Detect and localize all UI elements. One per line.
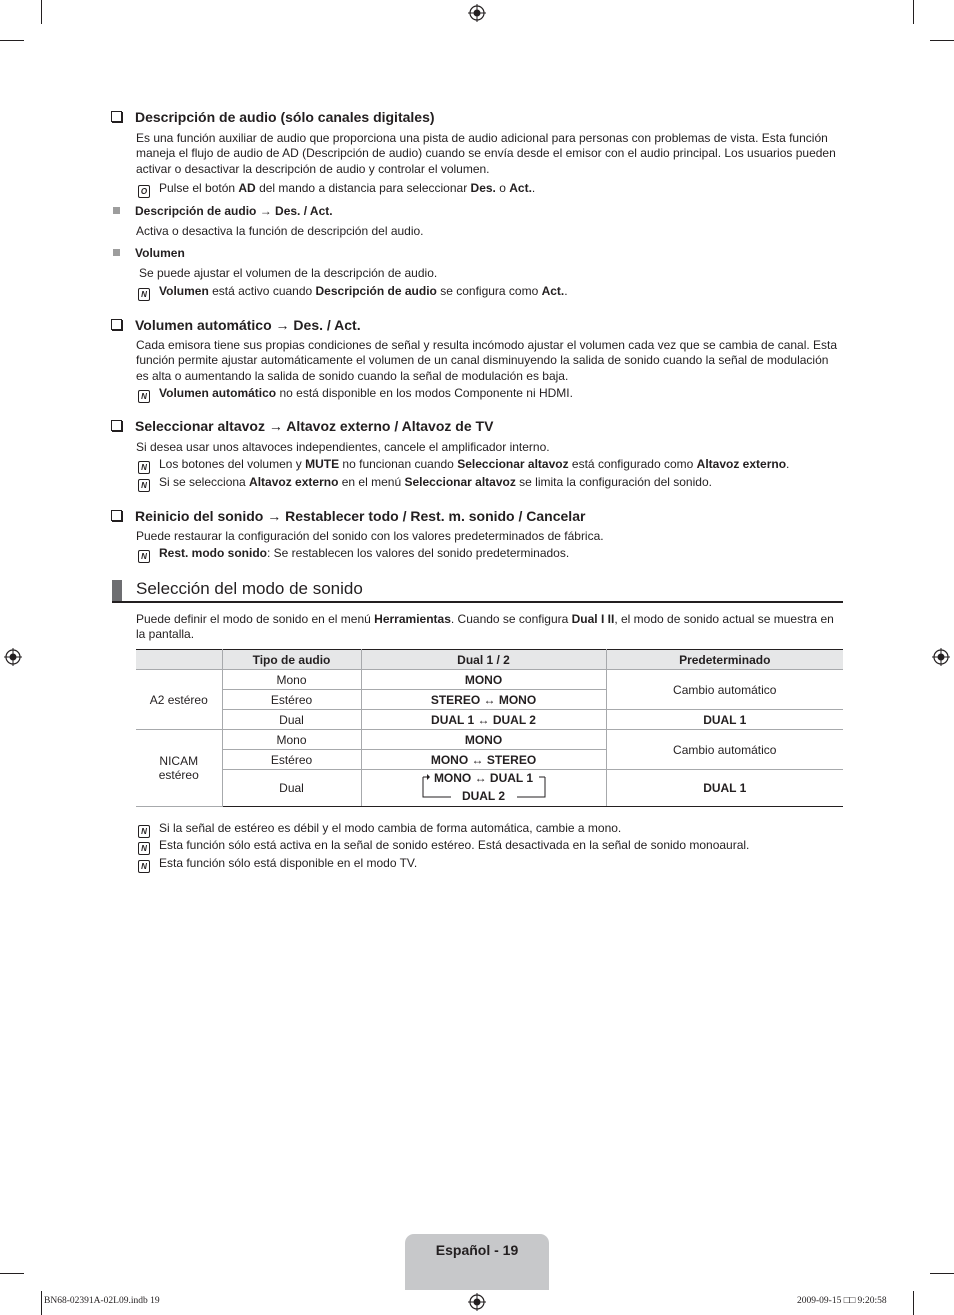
crop-mark xyxy=(930,40,954,41)
table-cell: MONO ↔ STEREO xyxy=(361,750,606,770)
press-button-icon: O xyxy=(138,185,150,198)
file-slug: BN68-02391A-02L09.indb 19 xyxy=(44,1296,160,1306)
note-icon: N xyxy=(138,479,150,492)
table-cell: A2 estéreo xyxy=(136,670,222,730)
table-cell: Cambio automático xyxy=(606,670,843,710)
note: N Volumen automático no está disponible en los modos Componente ni HDMI. xyxy=(138,386,573,403)
crop-mark xyxy=(41,0,42,24)
checkbox-bullet-icon xyxy=(111,319,122,330)
table-header-row xyxy=(136,650,843,670)
heading-bar xyxy=(112,580,122,602)
date-slug: 2009-09-15 □□ 9:20:58 xyxy=(797,1296,887,1306)
note: N Rest. modo sonido: Se restablecen los valores del sonido predeterminados. xyxy=(138,546,569,563)
table-cell: DUAL 1 ↔ DUAL 2 xyxy=(361,710,606,730)
crop-mark xyxy=(930,1273,954,1274)
crop-mark xyxy=(0,40,24,41)
note-icon: N xyxy=(138,842,150,855)
square-bullet-icon xyxy=(113,207,120,214)
table-cell: Dual xyxy=(222,770,361,807)
note: N Esta función sólo está disponible en el modo TV. xyxy=(138,856,417,873)
table-cell: Mono xyxy=(222,730,361,750)
section-heading-auto-volume: Volumen automático → Des. / Act. xyxy=(111,317,361,334)
table-cell xyxy=(361,770,606,807)
registration-mark-icon xyxy=(4,648,22,666)
checkbox-bullet-icon xyxy=(111,111,122,122)
paragraph: Activa o desactiva la función de descripción del audio. xyxy=(136,224,424,238)
table-cell: DUAL 1 xyxy=(606,770,843,807)
table-cell: Estéreo xyxy=(222,690,361,710)
crop-mark xyxy=(41,1291,42,1315)
table-header xyxy=(136,650,222,670)
note-icon: N xyxy=(138,390,150,403)
note: N Si se selecciona Altavoz externo en el menú Seleccionar altavoz se limita la configuración del sonido. xyxy=(138,475,712,492)
table-row xyxy=(136,670,843,690)
table-cell: MONO xyxy=(361,730,606,750)
heading-rule xyxy=(112,601,843,603)
crop-mark xyxy=(0,1273,24,1274)
note-icon: N xyxy=(138,860,150,873)
table-row xyxy=(136,770,843,807)
table-cell: Dual xyxy=(222,710,361,730)
note-icon: N xyxy=(138,461,150,474)
paragraph: Es una función auxiliar de audio que proporciona una pista de audio adicional para personas con problemas de vista. Esta función maneja el flujo de audio de AD (Descripción de audio) cuando se envía desde el emisor con el audio principal. Los usuarios pueden activar o desactivar la descripción de audio y controlar el volumen. xyxy=(136,131,836,176)
paragraph: Cada emisora tiene sus propias condiciones de señal y resulta incómodo ajustar el volumen cada vez que se cambia de canal. Esta función permite ajustar automáticamente el volumen de un canal disminuyendo la salida de sonido cuando la señal de modulación es alta o aumentando la salida de sonido cuando la señal de modulación es baja. xyxy=(136,338,838,383)
note: O Pulse el botón AD del mando a distancia para seleccionar Des. o Act.. xyxy=(138,181,535,198)
table-cell: Mono xyxy=(222,670,361,690)
crop-mark xyxy=(913,1291,914,1315)
subsection-heading: Volumen xyxy=(113,246,185,261)
registration-mark-icon xyxy=(468,4,486,22)
cycle-diagram: MONO ↔ DUAL 1 DUAL 2 xyxy=(421,771,547,803)
checkbox-bullet-icon xyxy=(111,510,122,521)
note: N Los botones del volumen y MUTE no funcionan cuando Seleccionar altavoz está configurado como Altavoz externo. xyxy=(138,457,789,474)
table-header: Dual 1 / 2 xyxy=(361,650,606,670)
table-cell: NICAM estéreo xyxy=(136,730,222,807)
registration-mark-icon xyxy=(932,648,950,666)
table-cell: Estéreo xyxy=(222,750,361,770)
paragraph: Puede definir el modo de sonido en el menú Herramientas. Cuando se configura Dual I II, el modo de sonido actual se muestra en la pantalla. xyxy=(136,612,834,642)
note-icon: N xyxy=(138,288,150,301)
table-header: Predeterminado xyxy=(606,650,843,670)
table-row xyxy=(136,730,843,750)
registration-mark-icon xyxy=(468,1293,486,1311)
table-cell: DUAL 1 xyxy=(606,710,843,730)
page-heading: Selección del modo de sonido xyxy=(136,579,363,598)
table-header: Tipo de audio xyxy=(222,650,361,670)
note: N Si la señal de estéreo es débil y el modo cambia de forma automática, cambie a mono. xyxy=(138,821,621,838)
page-number: Español - 19 xyxy=(435,1242,519,1258)
table-row xyxy=(136,710,843,730)
crop-mark xyxy=(913,0,914,24)
square-bullet-icon xyxy=(113,249,120,256)
table-cell: STEREO ↔ MONO xyxy=(361,690,606,710)
paragraph: Se puede ajustar el volumen de la descripción de audio. xyxy=(139,266,438,280)
section-heading-sound-reset: Reinicio del sonido → Restablecer todo / Rest. m. sonido / Cancelar xyxy=(111,508,585,525)
note: N Volumen está activo cuando Descripción de audio se configura como Act.. xyxy=(138,284,568,301)
paragraph: Si desea usar unos altavoces independientes, cancele el amplificador interno. xyxy=(136,440,550,454)
paragraph: Puede restaurar la configuración del sonido con los valores predeterminados de fábrica. xyxy=(136,529,604,543)
section-heading-audio-description: Descripción de audio (sólo canales digitales) xyxy=(111,109,435,126)
subsection-heading: Descripción de audio → Des. / Act. xyxy=(113,204,333,219)
sound-mode-table xyxy=(136,649,843,807)
table-cell: Cambio automático xyxy=(606,730,843,770)
note-icon: N xyxy=(138,550,150,563)
section-heading-speaker-select: Seleccionar altavoz → Altavoz externo / Altavoz de TV xyxy=(111,418,493,435)
checkbox-bullet-icon xyxy=(111,420,122,431)
note: N Esta función sólo está activa en la señal de sonido estéreo. Está desactivada en la señal de sonido monoaural. xyxy=(138,838,749,855)
note-icon: N xyxy=(138,825,150,838)
table-cell: MONO xyxy=(361,670,606,690)
